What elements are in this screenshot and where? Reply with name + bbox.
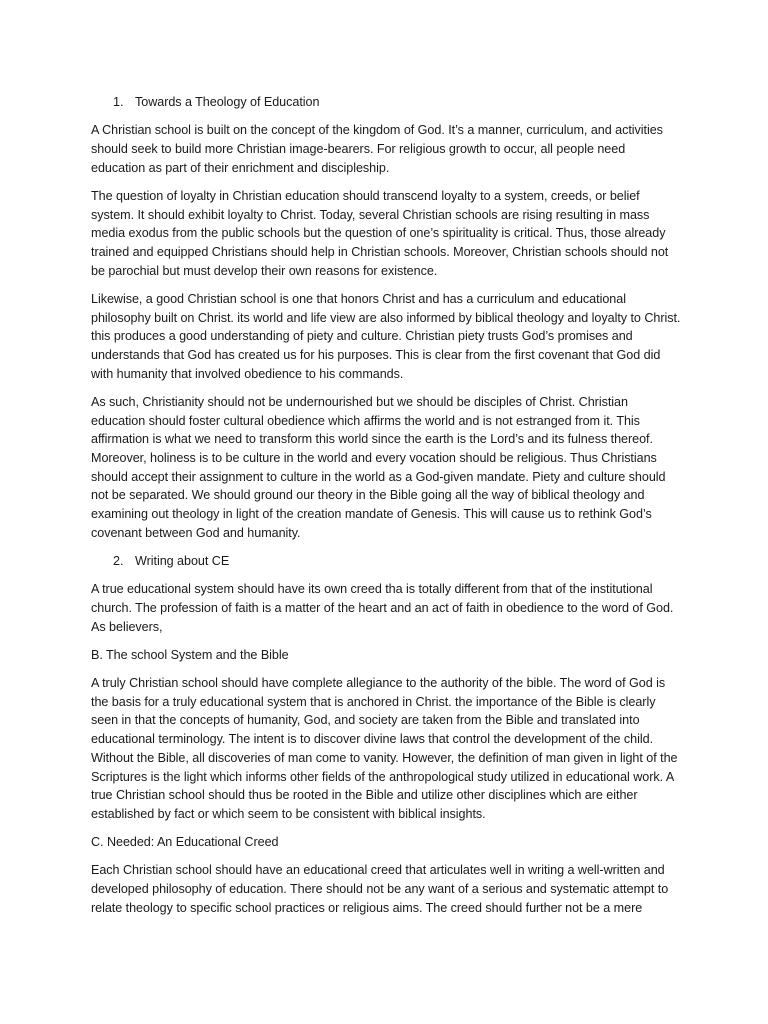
document-body: [91, 93, 681, 927]
paragraph: Likewise, a good Christian school is one that honors Christ and has a curriculum and educational philosophy built on Christ. its world and life view are also informed by biblical theology and loyalty to Christ. this produces a good understanding of piety and culture. Christian piety trusts God’s promises and understands that God has created us for his purposes. This is clear from the first covenant that God did with humanity that involved obedience to his commands.: [91, 291, 681, 381]
paragraph: As such, Christianity should not be undernourished but we should be disciples of Christ. Christian education should foster cultural obedience which affirms the world and is not estranged from it. This affirmation is what we need to transform this world since the earth is the Lord’s and its fulness thereof. Moreover, holiness is to be culture in the world and every vocation should be religious. Thus Christians should accept their assignment to culture in the world as a God-given mandate. Piety and culture should not be separated. We should ground our theory in the Bible going all the way of biblical theology and examining out theology in light of the creation mandate of Genesis. This will cause us to rethink God’s covenant between God and humanity.: [91, 394, 666, 540]
paragraph: A Christian school is built on the concept of the kingdom of God. It’s a manner, curriculum, and activities should seek to build more Christian image-bearers. For religious growth to occur, all people need education as part of their enrichment and discipleship.: [91, 123, 663, 175]
heading-text: Towards a Theology of Education: [135, 95, 320, 109]
list-number: 2.: [113, 553, 124, 568]
list-number: 1.: [113, 95, 124, 109]
paragraph: The question of loyalty in Christian education should transcend loyalty to a system, creeds, or belief system. It should exhibit loyalty to Christ. Today, several Christian schools are rising resulting in mass media exodus from the public schools but the question of one’s spirituality is critical. Thus, those already trained and equipped Christians should help in Christian schools. Moreover, Christian schools should not be parochial but must develop their own reasons for existence.: [91, 188, 669, 278]
paragraph: Each Christian school should have an educational creed that articulates well in writing a well-written and developed philosophy of education. There should not be any want of a serious and systematic attempt to relate theology to specific school practices or religious aims. The creed should further not be a mere: [91, 863, 669, 915]
subheading-c: C. Needed: An Educational Creed: [91, 835, 279, 850]
section-heading-1: [91, 93, 681, 112]
paragraph: A truly Christian school should have complete allegiance to the authority of the bible. The word of God is the basis for a truly educational system that is anchored in Christ. the importance of the Bible is clearly seen in that the concepts of humanity, God, and society are taken from the Bible and translated into educational terminology. The intent is to discover divine laws that control the development of the child. Without the Bible, all discoveries of man come to vanity. However, the definition of man given in light of the Scriptures is the light which informs other fields of the anthropological study utilized in educational work. A true Christian school should thus be rooted in the Bible and utilize other disciplines which are either established by fact or which seem to be consistent with biblical insights.: [91, 675, 678, 821]
heading-text: Writing about CE: [135, 553, 230, 568]
paragraph: A true educational system should have its own creed tha is totally different from that of the institutional church. The profession of faith is a matter of the heart and an act of faith in obedience to the word of God. As believers,: [91, 582, 674, 634]
subheading-b: B. The school System and the Bible: [91, 647, 289, 662]
section-heading-2: [91, 552, 681, 571]
